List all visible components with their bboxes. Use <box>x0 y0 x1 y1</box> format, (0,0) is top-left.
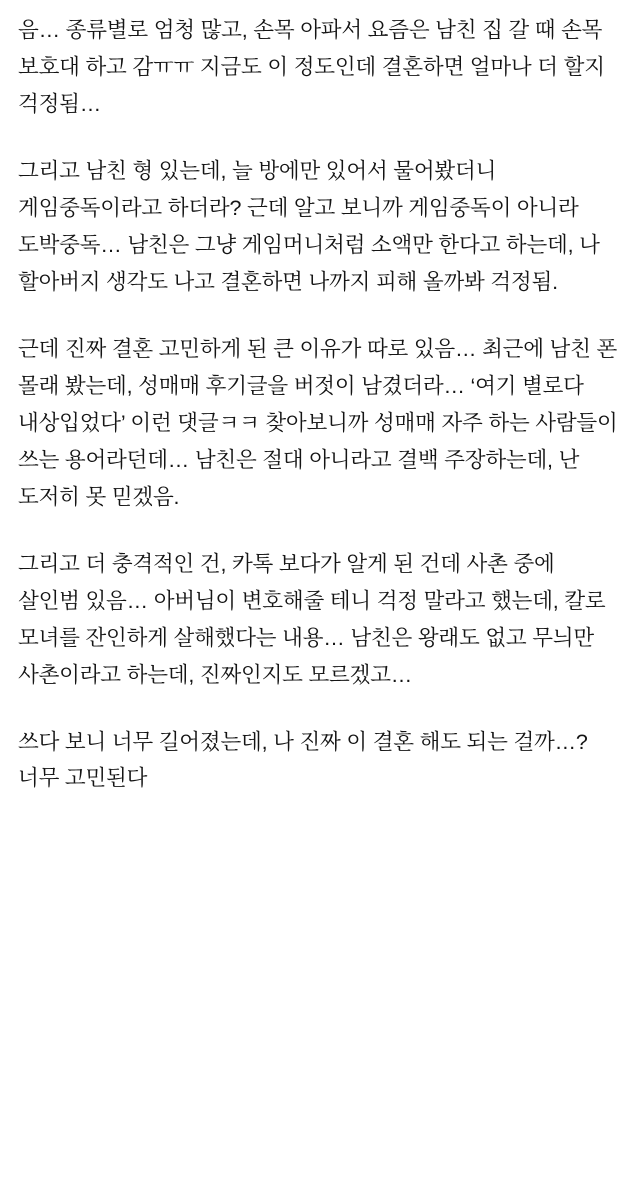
paragraph-1: 음… 종류별로 엄청 많고, 손목 아파서 요즘은 남친 집 갈 때 손목 보호대 하고 감ㅠㅠ 지금도 이 정도인데 결혼하면 얼마나 더 할지 걱정됨… <box>18 18 611 116</box>
paragraph-3: 근데 진짜 결혼 고민하게 된 큰 이유가 따로 있음… 최근에 남친 폰 몰래 봤는데, 성매매 후기글을 버젓이 남겼더라… ‘여기 별로다 내상입었다’ 이런 댓글ㅋㅋ 찾아보니까 성매매 자주 하는 사람들이 쓰는 용어라던데… 남친은 절대 아니라고 결백 주장하는데, 난 도저히 못 믿겠음. <box>18 336 624 509</box>
paragraph-4: 그리고 더 충격적인 건, 카톡 보다가 알게 된 건데 사촌 중에 살인범 있음… 아버님이 변호해줄 테니 걱정 말라고 했는데, 칼로 모녀를 잔인하게 살해했다는 내용… 남친은 왕래도 없고 무늬만 사촌이라고 하는데, 진짜인지도 모르겠고… <box>18 551 612 687</box>
paragraph-5: 쓰다 보니 너무 길어졌는데, 나 진짜 이 결혼 해도 되는 걸까…? 너무 고민된다 <box>18 729 594 791</box>
paragraph-2: 그리고 남친 형 있는데, 늘 방에만 있어서 물어봤더니 게임중독이라고 하더라? 근데 알고 보니까 게임중독이 아니라 도박중독… 남친은 그냥 게임머니처럼 소액만 한다고 하는데, 나 할아버지 생각도 나고 결혼하면 나까지 피해 올까봐 걱정됨. <box>18 158 606 294</box>
